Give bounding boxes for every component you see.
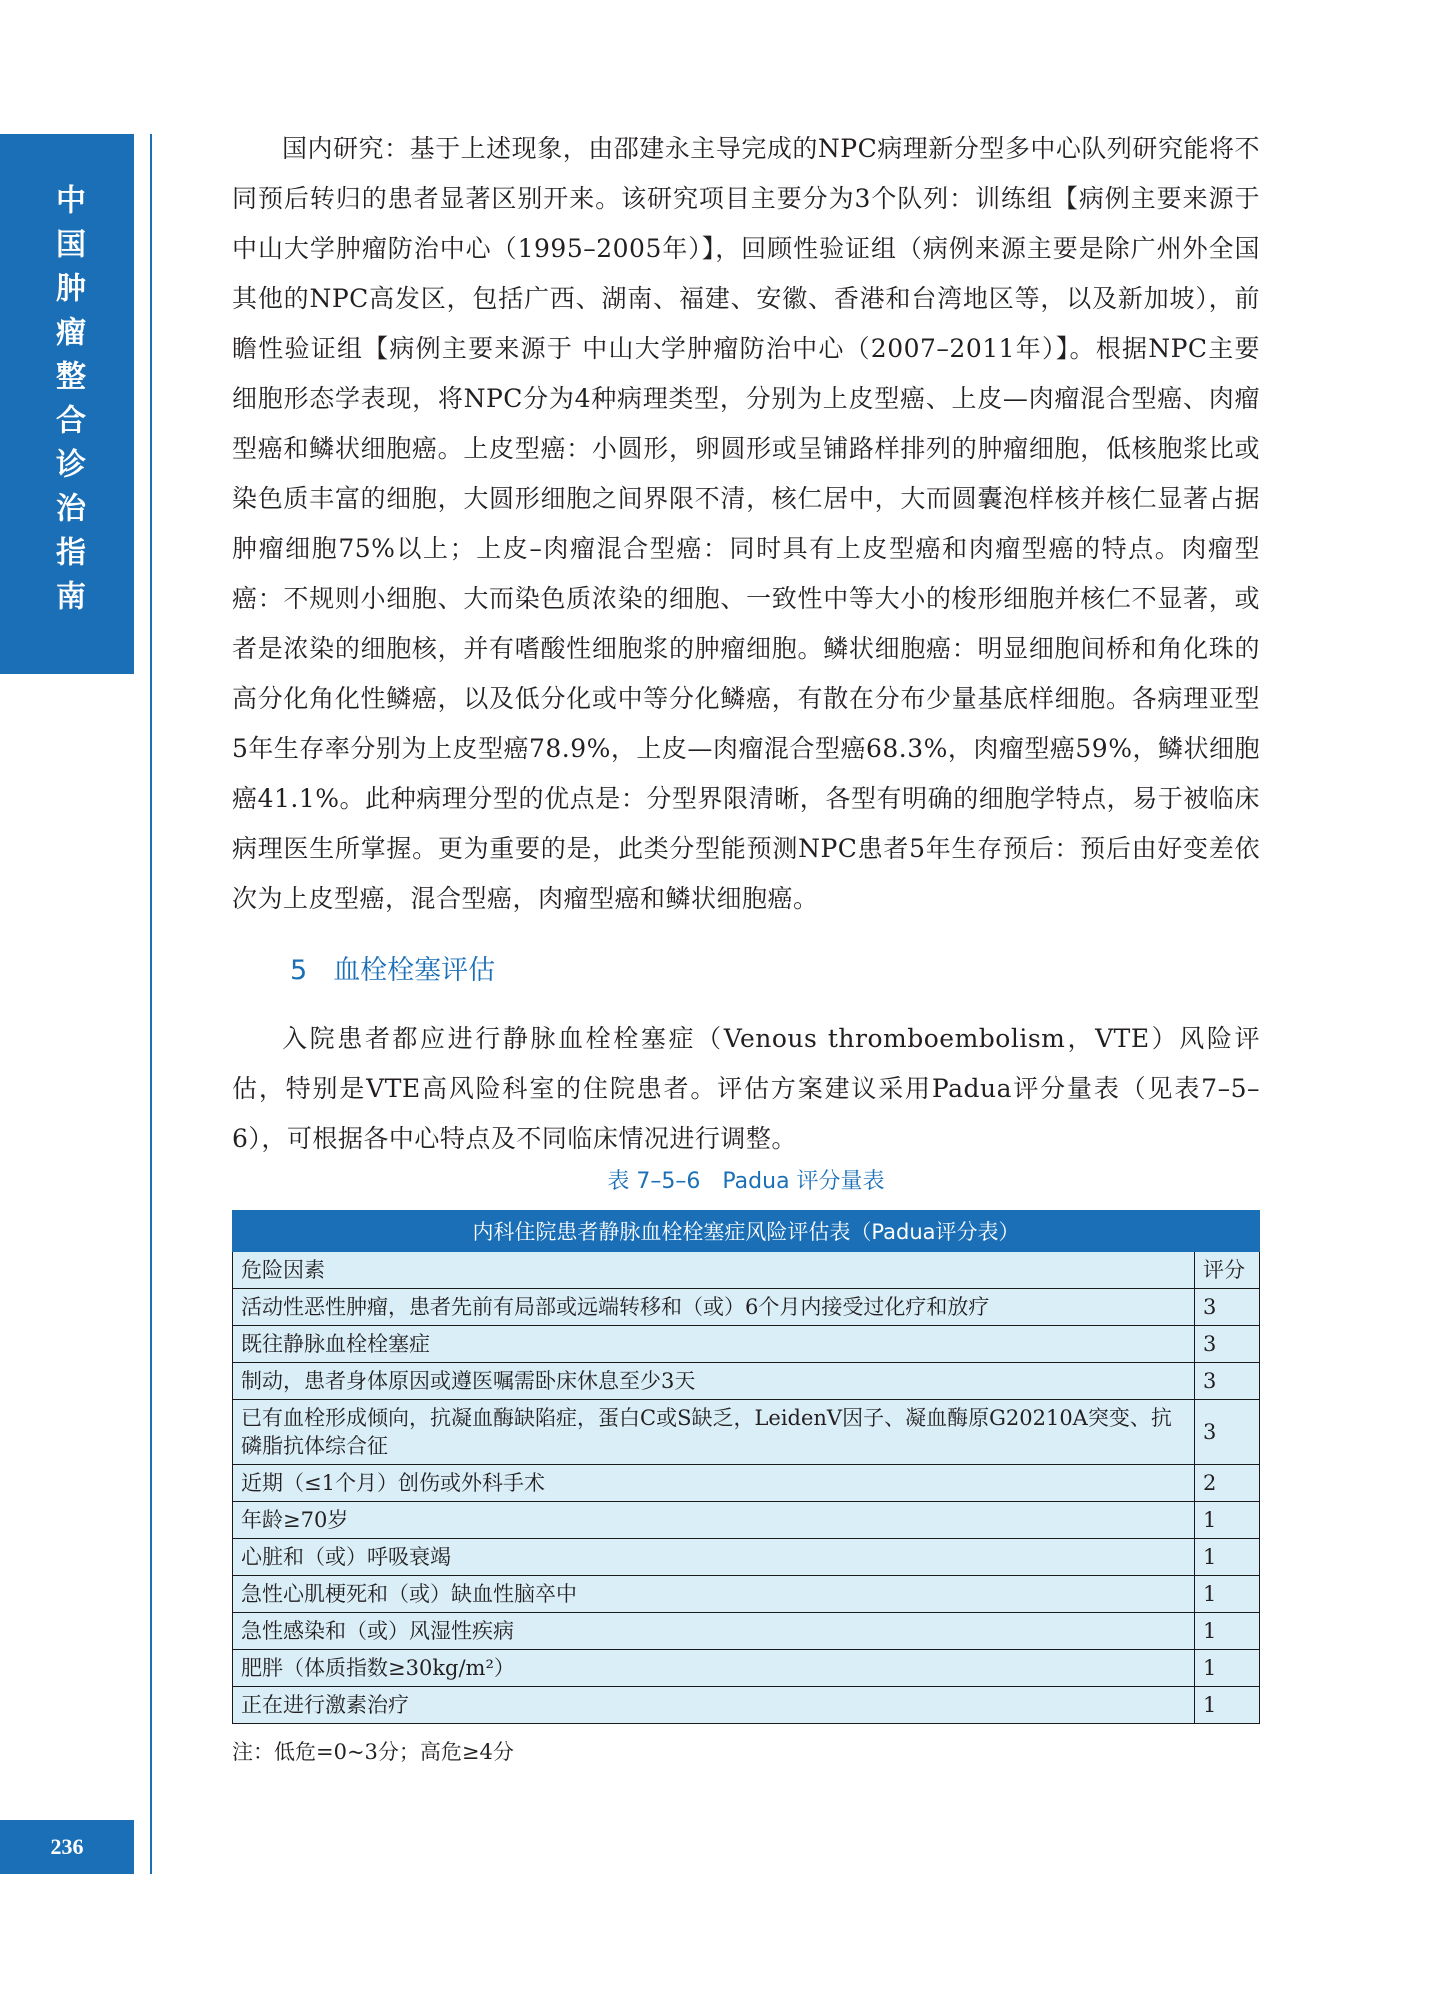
table-note: 注：低危=0~3分；高危≥4分	[232, 1740, 514, 1764]
table-body	[233, 1252, 1260, 1724]
risk-factor-cell: 既往静脉血栓栓塞症	[233, 1326, 1195, 1363]
risk-factor-cell: 近期（≤1个月）创伤或外科手术	[233, 1465, 1195, 1502]
table-row	[233, 1465, 1260, 1502]
score-cell: 3	[1195, 1326, 1260, 1363]
score-cell: 1	[1195, 1576, 1260, 1613]
paragraph-vte-assessment: 入院患者都应进行静脉血栓栓塞症（Venous thromboembolism，VTE）风险评估，特别是VTE高风险科室的住院患者。评估方案建议采用Padua评分量表（见表7–5–6），可根据各中心特点及不同临床情况进行调整。	[232, 1024, 1260, 1153]
book-title: 中国肿瘤整合诊治指南	[50, 184, 85, 624]
table-row	[233, 1363, 1260, 1400]
section-number: 5	[290, 955, 308, 986]
margin-rule	[150, 134, 152, 1874]
score-cell: 1	[1195, 1687, 1260, 1724]
table-row	[233, 1539, 1260, 1576]
risk-factor-cell: 活动性恶性肿瘤，患者先前有局部或远端转移和（或）6个月内接受过化疗和放疗	[233, 1289, 1195, 1326]
section-title: 血栓栓塞评估	[333, 955, 496, 986]
risk-factor-cell: 急性心肌梗死和（或）缺血性脑卒中	[233, 1576, 1195, 1613]
table-row	[233, 1289, 1260, 1326]
table-header-row	[233, 1252, 1260, 1289]
table-row	[233, 1613, 1260, 1650]
risk-factor-cell: 正在进行激素治疗	[233, 1687, 1195, 1724]
score-cell: 1	[1195, 1502, 1260, 1539]
section-heading	[290, 946, 1260, 996]
table-row	[233, 1576, 1260, 1613]
page-number: 236	[50, 1834, 84, 1859]
page-number-box	[0, 1820, 134, 1874]
score-cell: 3	[1195, 1289, 1260, 1326]
table-row	[233, 1326, 1260, 1363]
risk-factor-cell: 肥胖（体质指数≥30kg/m²）	[233, 1650, 1195, 1687]
table-row	[233, 1650, 1260, 1687]
table-row	[233, 1502, 1260, 1539]
risk-factor-cell: 急性感染和（或）风湿性疾病	[233, 1613, 1195, 1650]
score-cell: 1	[1195, 1539, 1260, 1576]
risk-factor-cell: 制动，患者身体原因或遵医嘱需卧床休息至少3天	[233, 1363, 1195, 1400]
table-banner: 内科住院患者静脉血栓栓塞症风险评估表（Padua评分表）	[233, 1211, 1260, 1252]
table-caption: 表 7–5–6 Padua 评分量表	[607, 1169, 885, 1194]
score-cell: 2	[1195, 1465, 1260, 1502]
risk-factor-cell: 已有血栓形成倾向，抗凝血酶缺陷症，蛋白C或S缺乏，LeidenV因子、凝血酶原G20210A突变、抗磷脂抗体综合征	[233, 1400, 1195, 1465]
header-score: 评分	[1195, 1252, 1260, 1289]
header-factor: 危险因素	[233, 1252, 1195, 1289]
score-cell: 3	[1195, 1363, 1260, 1400]
padua-table	[232, 1210, 1260, 1724]
table-row	[233, 1687, 1260, 1724]
risk-factor-cell: 心脏和（或）呼吸衰竭	[233, 1539, 1195, 1576]
score-cell: 1	[1195, 1650, 1260, 1687]
score-cell: 3	[1195, 1400, 1260, 1465]
paragraph-npc-classification: 国内研究：基于上述现象，由邵建永主导完成的NPC病理新分型多中心队列研究能将不同预后转归的患者显著区别开来。该研究项目主要分为3个队列：训练组【病例主要来源于中山大学肿瘤防治中心（1995–2005年）】，回顾性验证组（病例来源主要是除广州外全国其他的NPC高发区，包括广西、湖南、福建、安徽、香港和台湾地区等，以及新加坡），前瞻性验证组【病例主要来源于 中山大学肿瘤防治中心（2007–2011年）】。根据NPC主要细胞形态学表现，将NPC分为4种病理类型，分别为上皮型癌、上皮—肉瘤混合型癌、肉瘤型癌和鳞状细胞癌。上皮型癌：小圆形，卵圆形或呈铺路样排列的肿瘤细胞，低核胞浆比或染色质丰富的细胞，大圆形细胞之间界限不清，核仁居中，大而圆囊泡样核并核仁显著占据肿瘤细胞75%以上；上皮–肉瘤混合型癌：同时具有上皮型癌和肉瘤型癌的特点。肉瘤型癌：不规则小细胞、大而染色质浓染的细胞、一致性中等大小的梭形细胞并核仁不显著，或者是浓染的细胞核，并有嗜酸性细胞浆的肿瘤细胞。鳞状细胞癌：明显细胞间桥和角化珠的高分化角化性鳞癌，以及低分化或中等分化鳞癌，有散在分布少量基底样细胞。各病理亚型5年生存率分别为上皮型癌78.9%，上皮—肉瘤混合型癌68.3%，肉瘤型癌59%，鳞状细胞癌41.1%。此种病理分型的优点是：分型界限清晰，各型有明确的细胞学特点，易于被临床病理医生所掌握。更为重要的是，此类分型能预测NPC患者5年生存预后：预后由好变差依次为上皮型癌，混合型癌，肉瘤型癌和鳞状细胞癌。	[232, 134, 1260, 913]
page-content	[232, 124, 1260, 1770]
table-row	[233, 1400, 1260, 1465]
score-cell: 1	[1195, 1613, 1260, 1650]
risk-factor-cell: 年龄≥70岁	[233, 1502, 1195, 1539]
